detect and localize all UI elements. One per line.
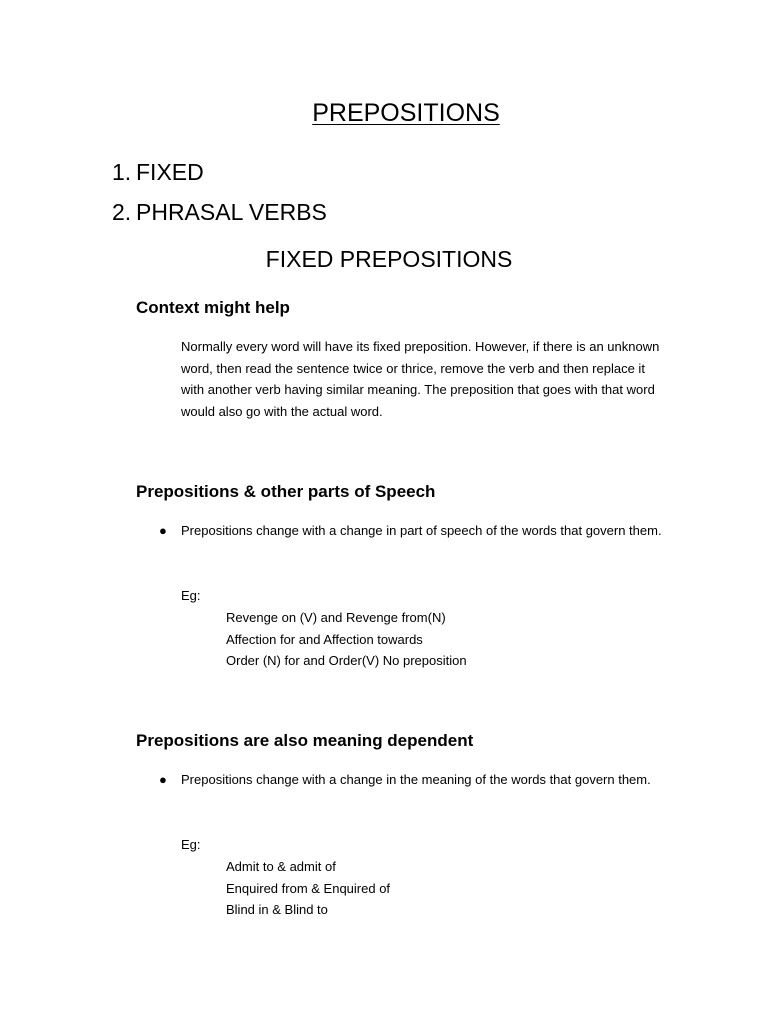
- example-item: Blind in & Blind to: [226, 902, 328, 918]
- example-item: Revenge on (V) and Revenge from(N): [226, 610, 446, 625]
- bullet-icon: ●: [159, 772, 167, 787]
- example-item: Enquired from & Enquired of: [226, 880, 391, 896]
- context-heading: Context might help: [136, 298, 290, 317]
- parts-of-speech-examples: [226, 607, 467, 672]
- example-item: Admit to & admit of: [226, 859, 336, 874]
- section-title: FIXED PREPOSITIONS: [265, 246, 513, 272]
- page-title: [0, 97, 768, 129]
- list-item: [112, 192, 327, 232]
- meaning-bullet: Prepositions change with a change in the meaning of the words that govern them.: [181, 772, 651, 787]
- meaning-eg-label: Eg:: [181, 837, 201, 852]
- parts-of-speech-eg-label: Eg:: [181, 588, 201, 603]
- bullet-icon: ●: [159, 523, 167, 538]
- example-item: Affection for and Affection towards: [226, 631, 423, 647]
- list-label: PHRASAL VERBS: [136, 199, 327, 225]
- list-number: 1.: [112, 159, 132, 185]
- preposition-types-list: [112, 152, 327, 232]
- context-paragraph: Normally every word will have its fixed preposition. However, if there is an unknown word, then read the sentence twice or thrice, remove the verb and then replace it with another verb having similar meaning. The preposition that goes with that word would also go with the actual word.: [181, 339, 660, 420]
- parts-of-speech-heading: Prepositions & other parts of Speech: [136, 482, 436, 501]
- list-number: 2.: [112, 199, 132, 225]
- list-item: [112, 152, 327, 192]
- meaning-heading: Prepositions are also meaning dependent: [136, 731, 474, 750]
- list-label: FIXED: [136, 159, 204, 185]
- meaning-examples: [226, 856, 390, 921]
- page-title-text: PREPOSITIONS: [312, 99, 500, 127]
- example-item: Order (N) for and Order(V) No preposition: [226, 653, 467, 669]
- parts-of-speech-bullet: Prepositions change with a change in part of speech of the words that govern them.: [181, 523, 662, 538]
